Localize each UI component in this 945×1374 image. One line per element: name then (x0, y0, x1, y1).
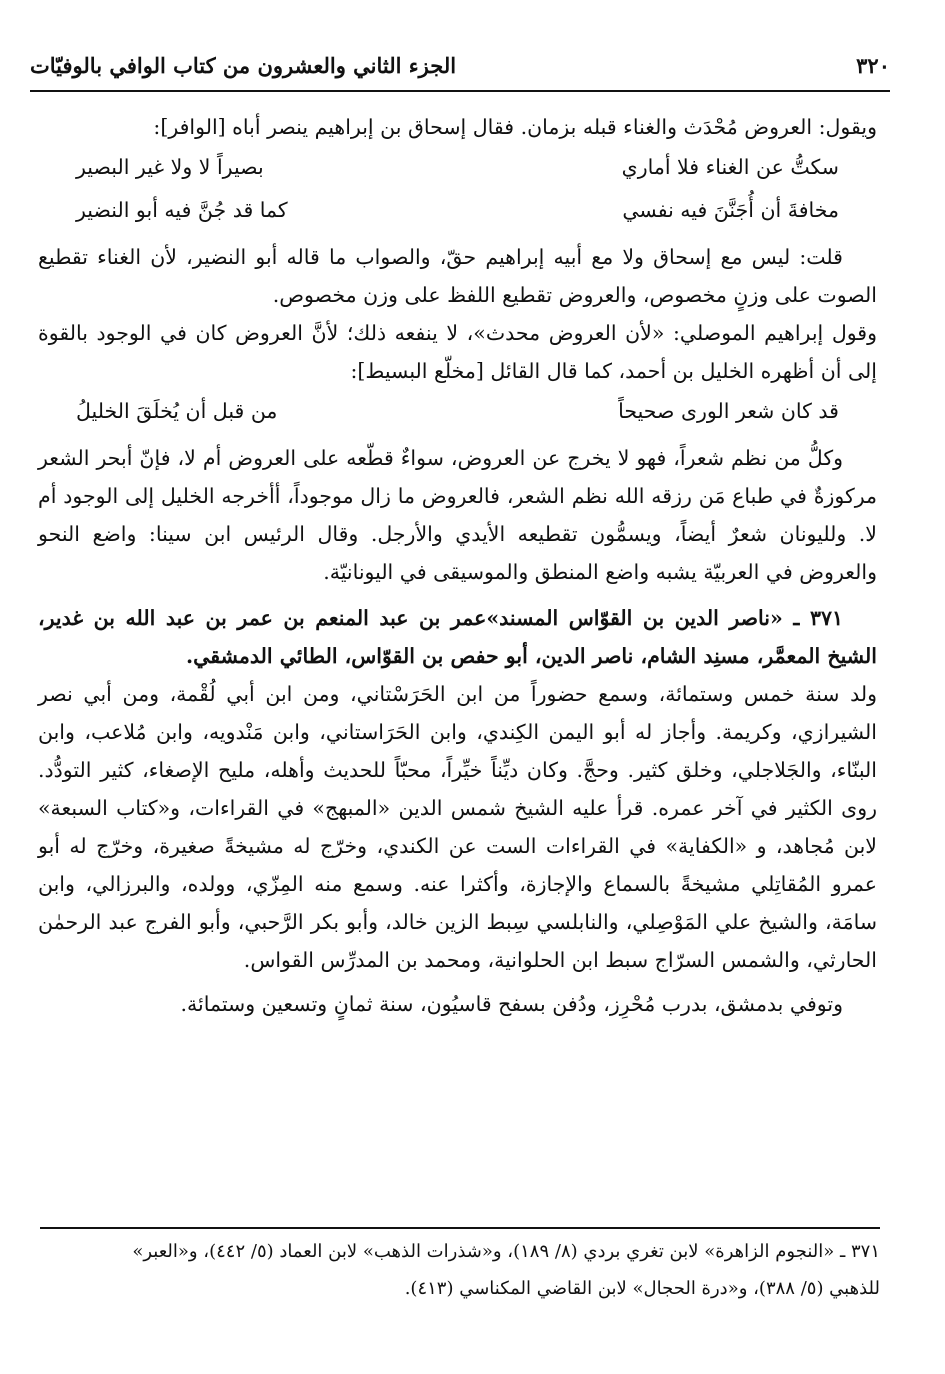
verse-line (38, 189, 877, 232)
footnote-line: للذهبي (٥/ ٣٨٨)، و«درة الحجال» لابن القاضي المكناسي (٤١٣). (404, 1278, 880, 1299)
paragraph: وقول إبراهيم الموصلي: «لأن العروض محدث»، لا ينفعه ذلك؛ لأنَّ العروض كان في الوجود بالقوة إلى أن أظهره الخليل بن أحمد، كما قال القائل [مخلّع البسيط]: (38, 321, 877, 383)
verse-hemistich-first: قد كان شعر الورى صحيحاً (618, 399, 839, 423)
entry-heading: ٣٧١ ـ «ناصر الدين بن القوّاس المسند»عمر بن عبد المنعم بن عمر بن عبد الله بن غدير، الشيخ المعمَّر، مسنِد الشام، ناصر الدين، أبو حفص بن القوّاس، الطائي الدمشقي. (38, 606, 877, 668)
paragraph: قلت: ليس مع إسحاق ولا مع أبيه إبراهيم حقّ، والصواب ما قاله أبو النضير، لأن الغناء تقطيع الصوت على وزنٍ مخصوص، والعروض تقطيع اللفظ على وزن مخصوص. (38, 245, 877, 307)
verse-hemistich-first: مخافةَ أن أُجَنَّنَ فيه نفسي (622, 198, 839, 222)
verse-hemistich-first: سكتُّ عن الغناء فلا أماري (621, 155, 839, 179)
page-header (30, 40, 890, 92)
intro-line: ويقول: العروض مُحْدَث والغناء قبله بزمان. فقال إسحاق بن إبراهيم ينصر أباه [الوافر]: (153, 115, 877, 139)
verse-line (38, 146, 877, 189)
paragraph: وكلُّ من نظم شعراً، فهو لا يخرج عن العروض، سواءٌ قطّعه على العروض أم لا، فإنّ أبحر الشعر مركوزةٌ في طباع مَن رزقه الله نظم الشعر، فالعروض ما زال موجوداً، أأخرجه الخليل إلى الوجود أم لا. ولليونان شعرٌ أيضاً، ويسمُّون تقطيعه الأيدي والأرجل. وقال الرئيس ابن سينا: واضع النحو والعروض في العربيّة يشبه واضع المنطق والموسيقى في اليونانيّة. (38, 446, 877, 584)
paragraph: ولد سنة خمس وستمائة، وسمع حضوراً من ابن الحَرَسْتاني، ومن ابن أبي لُقْمة، ومن أبي نصر الشيرازي، وكريمة. وأجاز له أبو اليمن الكِندي، وابن الحَرَاستاني، وابن مَنْدويه، وابن مُلاعب، وابن البنّاء، والجَلاجلي، وخلق كثير. وحجَّ. وكان ديِّناً خيِّراً، محبّاً للحديث وأهله، مليح الإصغاء، كثير التودُّد. روى الكثير في آخر عمره. قرأ عليه الشيخ شمس الدين «المبهج» في القراءات، و«كتاب السبعة» لابن مُجاهد، و «الكفاية» في القراءات الست عن الكندي، وخرّج له مشيخةً صغيرة، وخرّج له أبو عمرو المُقاتِلي مشيخةً بالسماع والإجازة، وأكثرا عنه. وسمع منه المِزّي، وولده، والبرزالي، وابن سامَة، والشيخ علي المَوْصِلي، والنابلسي سِبط الزين خالد، وأبو بكر الرَّحبي، وأبو الفرج عبد الرحمٰن الحارثي، والشمس السرّاج سبط ابن الحلوانية، ومحمد بن المدرِّس القواس. (38, 682, 877, 972)
main-text (38, 108, 877, 1023)
verse-hemistich-second: كما قد جُنَّ فيه أبو النضير (76, 198, 288, 222)
footnote-line: ٣٧١ ـ «النجوم الزاهرة» لابن تغري بردي (٨/ ١٨٩)، و«شذرات الذهب» لابن العماد (٥/ ٤٤٢)، و«العبر» (132, 1241, 880, 1262)
verse-hemistich-second: بصيراً لا ولا غير البصير (76, 155, 264, 179)
paragraph: وتوفي بدمشق، بدرب مُحْرِز، ودُفن بسفح قاسيُون، سنة ثمانٍ وتسعين وستمائة. (180, 992, 843, 1016)
page-number: ٣٢٠ (856, 52, 890, 78)
footnotes (40, 1227, 880, 1307)
running-title: الجزء الثاني والعشرون من كتاب الوافي بالوفيّات (30, 52, 457, 78)
verse-line (38, 390, 877, 433)
verse-hemistich-second: من قبل أن يُخلَقَ الخليلُ (76, 399, 278, 423)
